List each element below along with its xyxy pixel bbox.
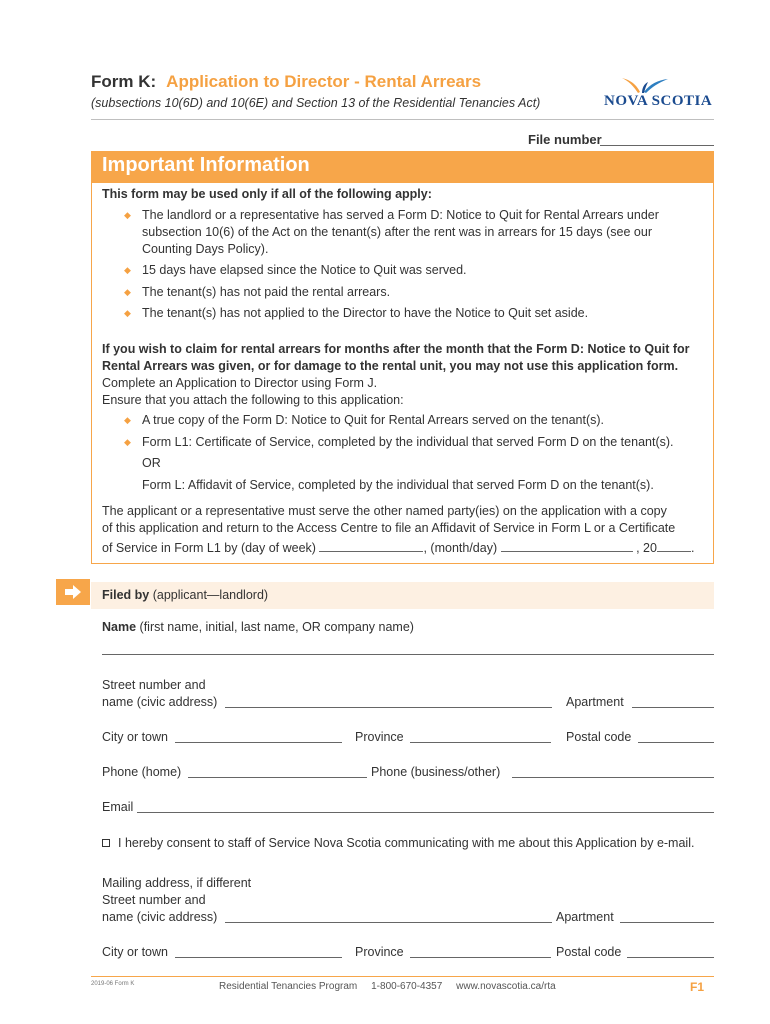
mailing-postal-field[interactable] (627, 957, 714, 958)
province-label: Province (355, 730, 404, 744)
mailing-label-3: name (civic address) (102, 910, 218, 924)
mailing-postal-label: Postal code (556, 945, 622, 959)
warning-line-2: Rental Arrears was given, or for damage to the rental unit, you may not use this application form. (102, 359, 679, 373)
street-label-2: name (civic address) (102, 695, 218, 709)
street-label-1: Street number and (102, 678, 206, 692)
condition-1-line-3: Counting Days Policy). (142, 242, 269, 256)
mailing-label-2: Street number and (102, 893, 206, 907)
mailing-label-1: Mailing address, if different (102, 876, 252, 890)
phone-home-field[interactable] (188, 777, 367, 778)
condition-1-line-2: subsection 10(6) of the Act on the tenant(s) after the rent was in arrears for 15 days (see our (142, 225, 652, 239)
filed-by-label: Filed by (102, 588, 150, 602)
condition-1-line-1: The landlord or a representative has served a Form D: Notice to Quit for Rental Arrears under (142, 208, 659, 222)
condition-4: The tenant(s) has not applied to the Director to have the Notice to Quit set aside. (142, 306, 589, 320)
year-field[interactable] (657, 551, 691, 552)
form-j-note: Complete an Application to Director using Form J. (102, 376, 378, 390)
file-number-label: File number (528, 132, 602, 147)
bullet-icon: ◆ (124, 287, 131, 297)
apartment-label: Apartment (566, 695, 624, 709)
email-consent (102, 836, 694, 850)
serve-line-1: The applicant or a representative must serve the other named party(ies) on the application with a copy (102, 504, 667, 518)
name-field[interactable] (102, 654, 714, 655)
page-number: F1 (690, 980, 705, 994)
condition-3: The tenant(s) has not paid the rental arrears. (142, 285, 391, 299)
month-day-label: , (month/day) (423, 541, 498, 555)
day-of-week-label: of Service in Form L1 by (day of week) (102, 541, 316, 555)
name-note: (first name, initial, last name, OR company name) (139, 620, 414, 634)
condition-2: 15 days have elapsed since the Notice to Quit was served. (142, 263, 467, 277)
attach-note: Ensure that you attach the following to this application: (102, 393, 404, 407)
filed-by-heading (102, 588, 268, 602)
province-field[interactable] (410, 742, 551, 743)
attachment-1: A true copy of the Form D: Notice to Quit for Rental Arrears served on the tenant(s). (142, 413, 605, 427)
mailing-province-label: Province (355, 945, 404, 959)
bullet-icon: ◆ (124, 210, 131, 220)
consent-text: I hereby consent to staff of Service Nova Scotia communicating with me about this Application by e-mail. (118, 836, 695, 850)
year-label: , 20 (636, 541, 657, 555)
form-label: Form K: (91, 72, 157, 91)
important-info-banner (91, 151, 714, 183)
city-field[interactable] (175, 742, 342, 743)
mailing-apartment-label: Apartment (556, 910, 614, 924)
file-number-field[interactable] (600, 145, 714, 146)
email-label: Email (102, 800, 134, 814)
phone-business-label: Phone (business/other) (371, 765, 501, 779)
attachment-2: Form L1: Certificate of Service, completed by the individual that served Form D on the tenant(s). (142, 435, 674, 449)
serve-line-3 (102, 540, 694, 557)
important-info-heading: Important Information (102, 154, 310, 176)
attachment-or: OR (142, 456, 161, 470)
name-heading (102, 620, 414, 634)
form-name: Application to Director - Rental Arrears (166, 72, 482, 91)
name-label: Name (102, 620, 137, 634)
apartment-field[interactable] (632, 707, 714, 708)
logo-wordmark: NOVA SCOTIA (604, 93, 713, 109)
footer-version: 2019-06 Form K (91, 981, 135, 987)
nova-scotia-logo (600, 76, 718, 112)
attachment-3: Form L: Affidavit of Service, completed by the individual that served Form D on the tenant(s). (142, 478, 654, 492)
period: . (690, 541, 695, 555)
mailing-city-label: City or town (102, 945, 168, 959)
phone-home-label: Phone (home) (102, 765, 182, 779)
warning-line-1: If you wish to claim for rental arrears for months after the month that the Form D: Notice to Quit for (102, 342, 690, 356)
postal-code-label: Postal code (566, 730, 632, 744)
phone-business-field[interactable] (512, 777, 714, 778)
street-field[interactable] (225, 707, 552, 708)
mailing-province-field[interactable] (410, 957, 551, 958)
mailing-street-field[interactable] (225, 922, 552, 923)
serve-line-2: of this application and return to the Access Centre to file an Affidavit of Service in Form L or a Certificate (102, 521, 676, 535)
form-title (91, 72, 481, 92)
postal-code-field[interactable] (638, 742, 714, 743)
bullet-icon: ◆ (124, 265, 131, 275)
day-of-week-field[interactable] (319, 551, 423, 552)
email-field[interactable] (137, 812, 714, 813)
mailing-city-field[interactable] (175, 957, 342, 958)
bullet-icon: ◆ (124, 415, 131, 425)
arrow-right-icon (65, 585, 81, 599)
city-label: City or town (102, 730, 168, 744)
footer-divider (91, 976, 714, 977)
filed-by-note: (applicant—landlord) (152, 588, 269, 602)
mailing-apartment-field[interactable] (620, 922, 714, 923)
footer-program-info: Residential Tenancies Program 1-800-670-4357 www.novascotia.ca/rta (219, 981, 556, 992)
section-arrow-tab (56, 579, 90, 605)
header-divider (91, 119, 714, 120)
consent-checkbox[interactable] (102, 839, 110, 847)
form-subtitle: (subsections 10(6D) and 10(6E) and Section 13 of the Residential Tenancies Act) (91, 96, 541, 110)
info-intro: This form may be used only if all of the following apply: (102, 187, 432, 201)
bullet-icon: ◆ (124, 308, 131, 318)
bullet-icon: ◆ (124, 437, 131, 447)
month-day-field[interactable] (501, 551, 633, 552)
